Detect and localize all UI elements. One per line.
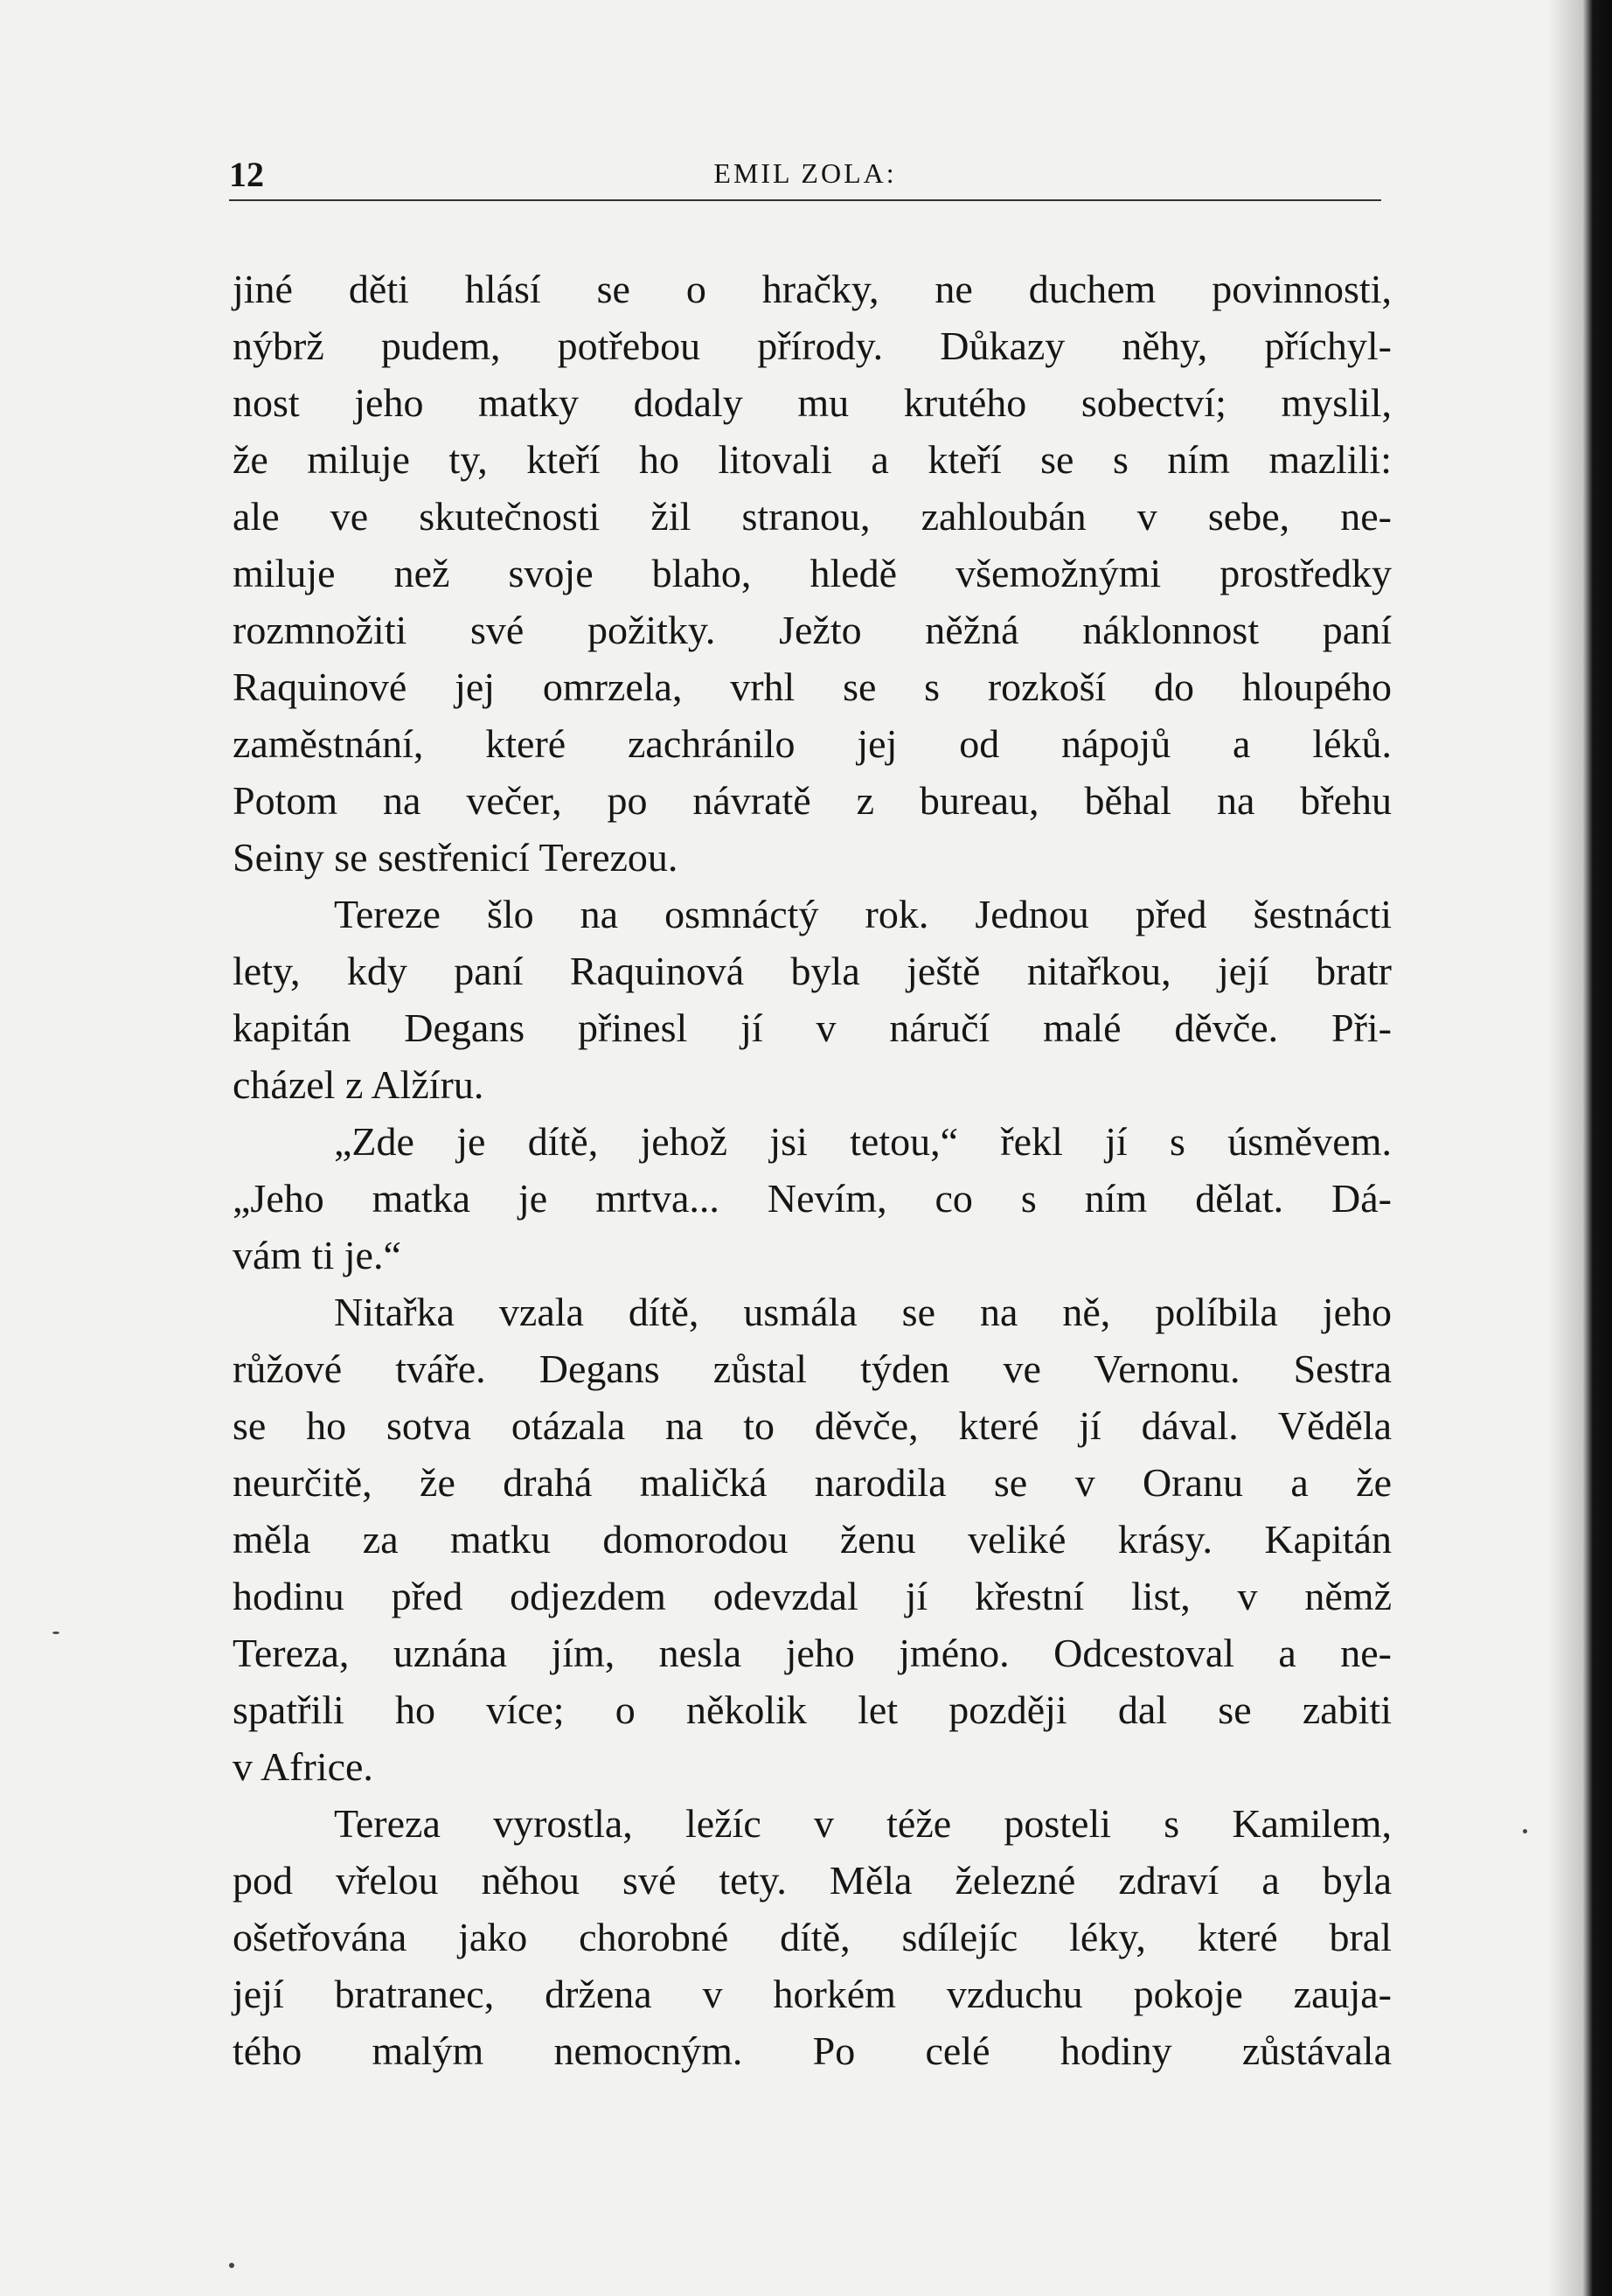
text-line: cházel z Alžíru.: [233, 1062, 484, 1107]
text-line: ale ve skutečnosti žil stranou, zahloubán v sebe, ne-: [233, 494, 1392, 539]
text-line: Raquinové jej omrzela, vrhl se s rozkoší do hloupého: [233, 664, 1392, 709]
page-header: [229, 147, 1381, 201]
text-line: miluje než svoje blaho, hledě všemožnými prostředky: [233, 551, 1392, 595]
dust-speck: [52, 1632, 59, 1634]
text-line: Potom na večer, po návratě z bureau, běhal na břehu: [233, 778, 1392, 823]
text-line: Nitařka vzala dítě, usmála se na ně, políbila jeho: [334, 1290, 1392, 1334]
text-line: „Jeho matka je mrtva... Nevím, co s ním dělat. Dá-: [233, 1176, 1392, 1221]
text-line: tého malým nemocným. Po celé hodiny zůstávala: [233, 2028, 1392, 2073]
text-line: pod vřelou něhou své tety. Měla železné zdraví a byla: [233, 1858, 1392, 1903]
text-line: Tereza vyrostla, ležíc v téže posteli s Kamilem,: [334, 1801, 1392, 1846]
text-line: zaměstnání, které zachránilo jej od nápojů a léků.: [233, 721, 1392, 766]
running-head: EMIL ZOLA:: [713, 157, 897, 189]
text-line: že miluje ty, kteří ho litovali a kteří se s ním mazlili:: [233, 437, 1392, 482]
page-number: 12: [229, 155, 264, 194]
text-line: Tereze šlo na osmnáctý rok. Jednou před šestnácti: [334, 892, 1392, 936]
text-line: se ho sotva otázala na to děvče, které jí dával. Věděla: [233, 1403, 1392, 1448]
text-line: nýbrž pudem, potřebou přírody. Důkazy něhy, příchyl-: [233, 324, 1392, 368]
text-line: vám ti je.“: [233, 1233, 401, 1277]
text-line: lety, kdy paní Raquinová byla ještě nitařkou, její bratr: [233, 949, 1392, 993]
text-line: Seiny se sestřenicí Terezou.: [233, 835, 678, 880]
text-line: spatřili ho více; o několik let později dal se zabiti: [233, 1687, 1392, 1732]
text-line: Tereza, uznána jím, nesla jeho jméno. Odcestoval a ne-: [233, 1631, 1392, 1675]
body-text: [233, 261, 1392, 2079]
text-line: nost jeho matky dodaly mu krutého sobectví; myslil,: [233, 380, 1392, 425]
text-line: ošetřována jako chorobné dítě, sdílejíc léky, které bral: [233, 1915, 1392, 1959]
text-line: měla za matku domorodou ženu veliké krásy. Kapitán: [233, 1517, 1392, 1562]
text-line: v Africe.: [233, 1744, 373, 1789]
text-line: hodinu před odjezdem odevzdal jí křestní list, v němž: [233, 1574, 1392, 1618]
text-line: kapitán Degans přinesl jí v náručí malé děvče. Při-: [233, 1005, 1392, 1050]
dust-speck: [229, 2263, 234, 2268]
text-line: neurčitě, že drahá maličká narodila se v Oranu a že: [233, 1460, 1392, 1505]
dust-speck: [1523, 1829, 1527, 1833]
text-line: její bratranec, držena v horkém vzduchu pokoje zauja-: [233, 1972, 1392, 2016]
text-line: růžové tváře. Degans zůstal týden ve Vernonu. Sestra: [233, 1346, 1392, 1391]
page-gutter-shadow: [1547, 0, 1582, 2296]
text-line: „Zde je dítě, jehož jsi tetou,“ řekl jí s úsměvem.: [334, 1119, 1392, 1164]
text-line: jiné děti hlásí se o hračky, ne duchem povinnosti,: [233, 267, 1392, 311]
text-line: rozmnožiti své požitky. Ježto něžná náklonnost paní: [233, 608, 1392, 652]
page-edge-border: [1582, 0, 1612, 2296]
